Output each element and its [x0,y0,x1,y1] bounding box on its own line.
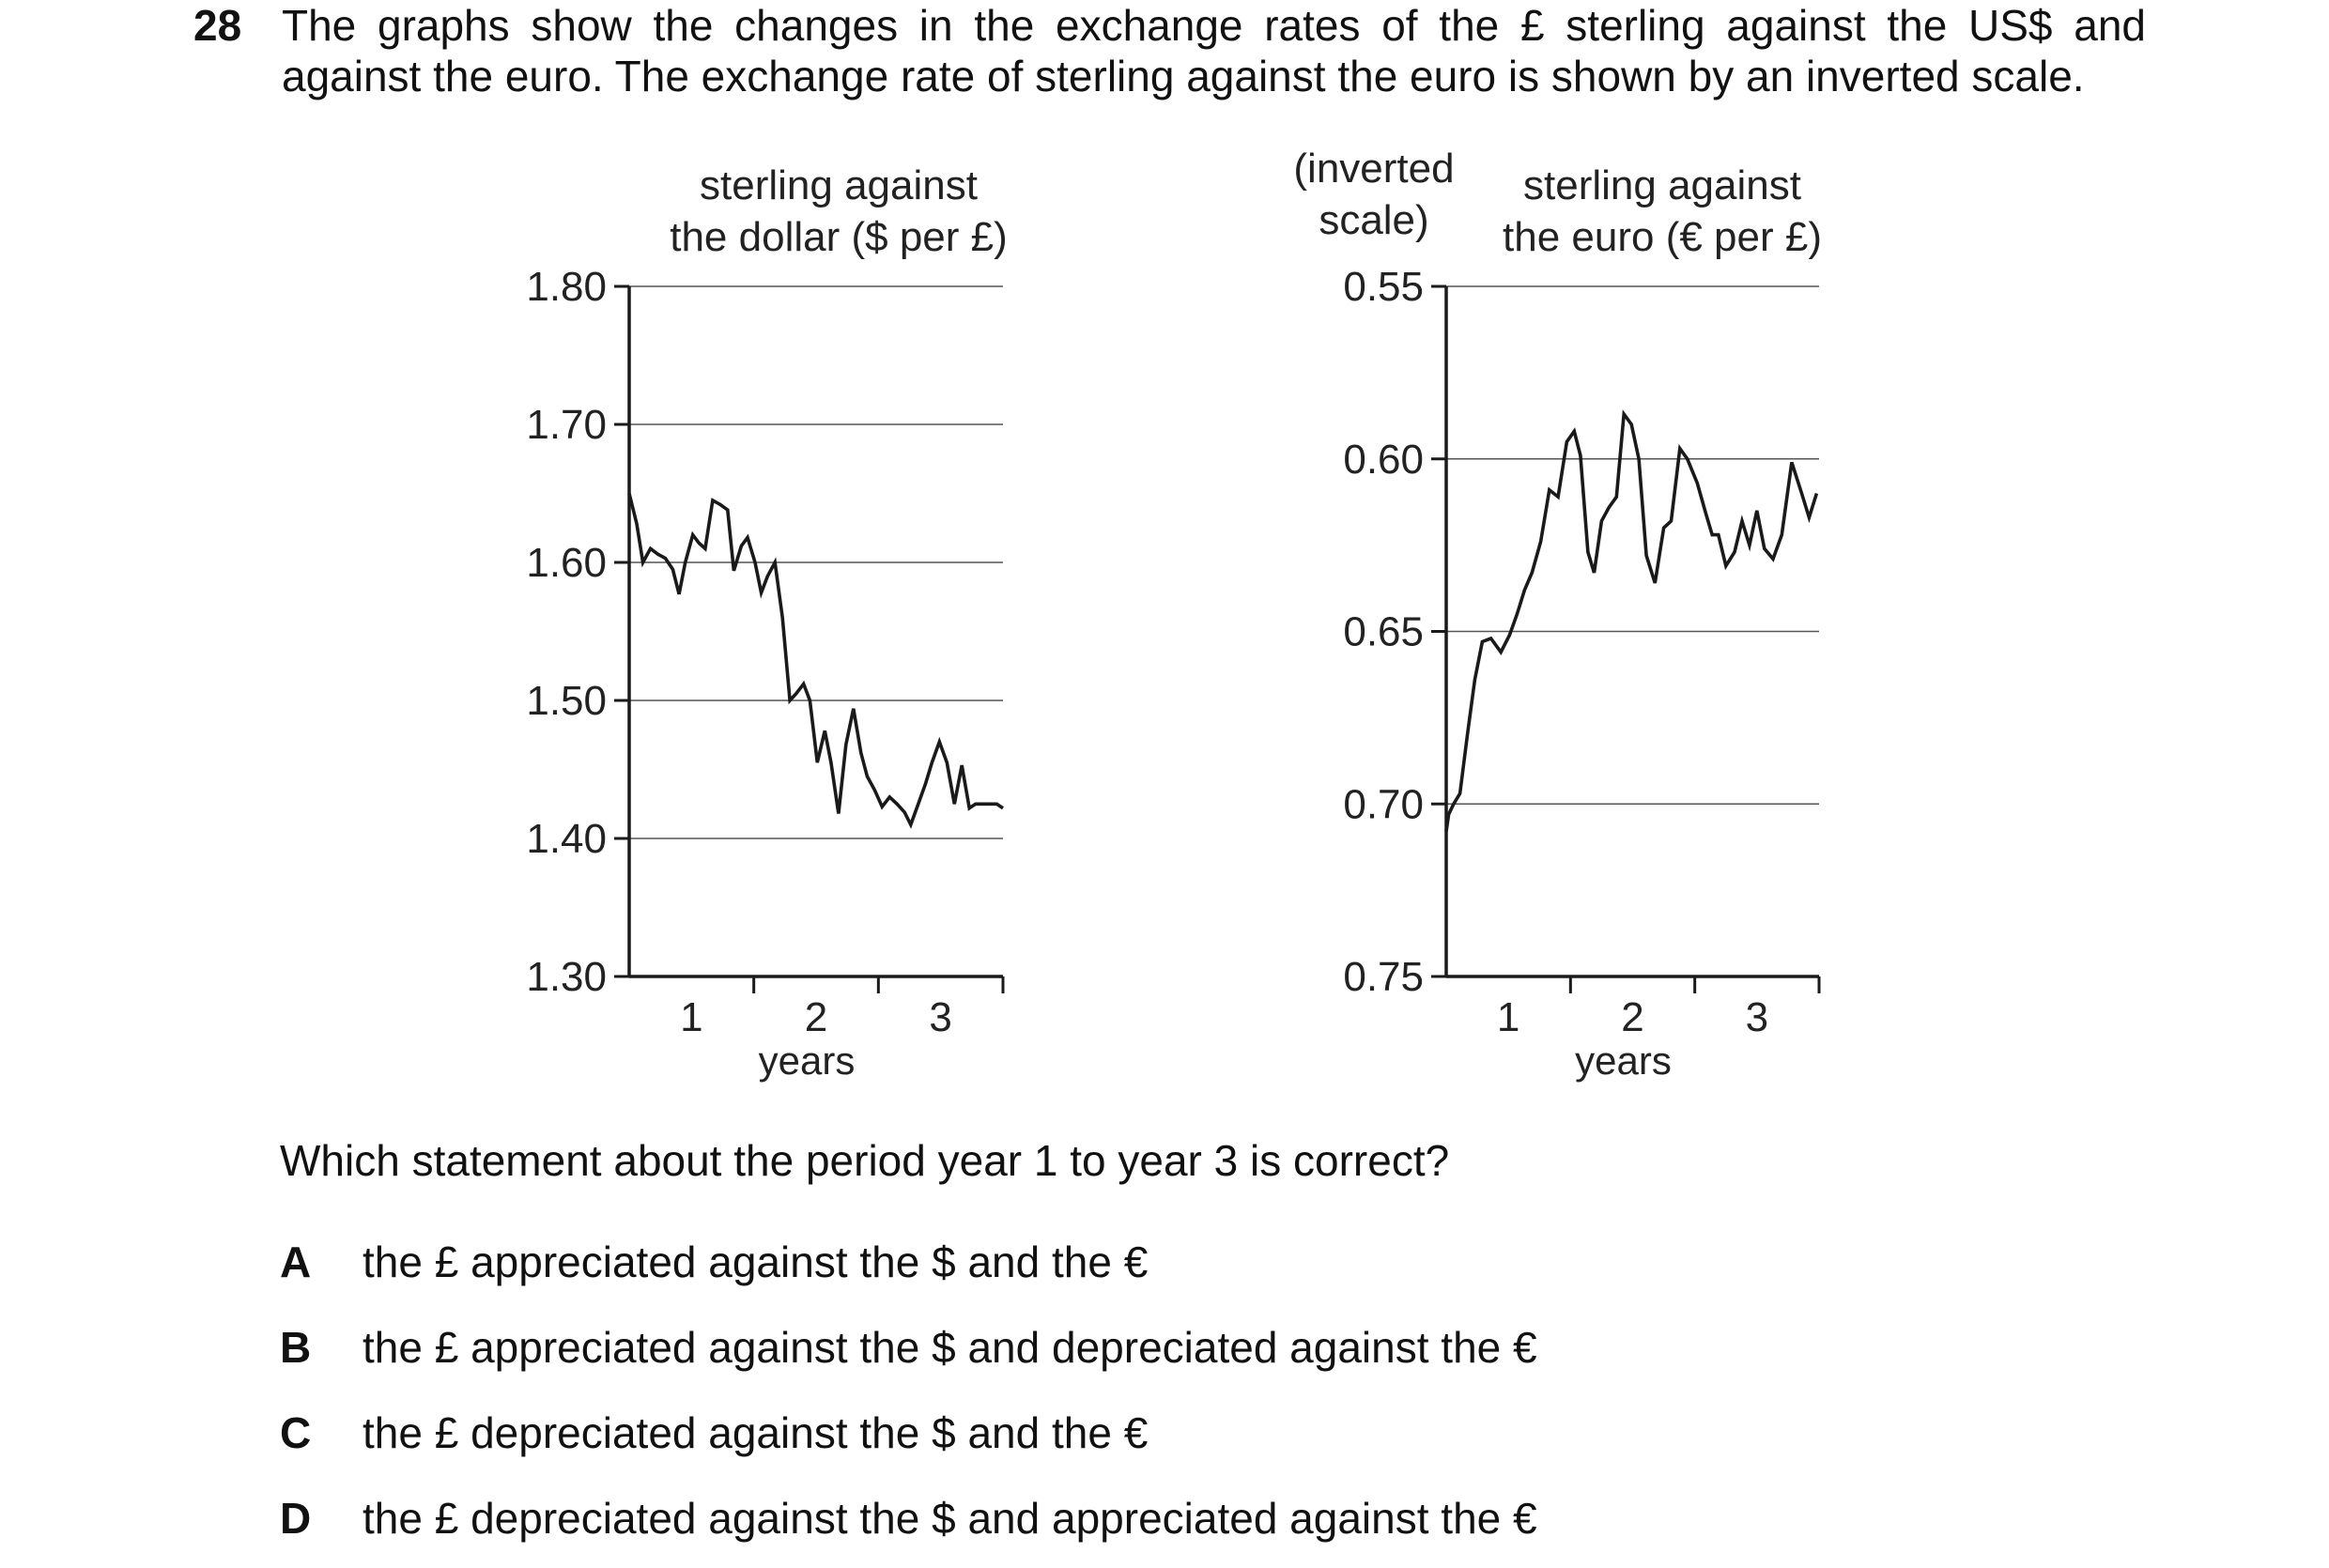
option-c [280,1407,1148,1459]
chart-title-line: sterling against [700,162,978,208]
y-tick-label: 0.75 [1343,954,1424,1000]
chart-title-line: the euro (€ per £) [1503,214,1822,260]
option-b-text: the £ appreciated against the $ and depreciated against the € [362,1323,1537,1372]
option-d-letter: D [280,1494,312,1543]
x-tick-label: 3 [1745,994,1769,1040]
option-a-text: the £ appreciated against the $ and the € [362,1237,1149,1286]
scale-note-line: scale) [1319,197,1429,243]
x-tick-label: 1 [1496,994,1520,1040]
question-number: 28 [193,1,242,50]
x-axis-label: years [758,1038,856,1083]
chart-title-line: sterling against [1523,162,1801,208]
scale-note-line: (inverted [1293,146,1455,192]
y-tick-label: 0.60 [1343,436,1424,483]
option-d [280,1492,1537,1545]
x-tick-label: 3 [929,994,952,1040]
y-tick-label: 0.70 [1343,781,1424,828]
option-c-text: the £ depreciated against the $ and the € [362,1408,1149,1457]
option-a [280,1236,1148,1288]
y-tick-label: 0.55 [1343,264,1424,310]
y-tick-label: 1.50 [526,678,607,724]
option-b [280,1321,1537,1374]
y-tick-label: 1.80 [526,264,607,310]
x-tick-label: 1 [680,994,703,1040]
question-text-line-2: against the euro. The exchange rate of sterling against the euro is shown by an inverted scale. [282,52,2085,100]
series-line [629,494,1003,825]
question-stem: Which statement about the period year 1 to year 3 is correct? [280,1136,1450,1185]
y-tick-label: 1.70 [526,402,607,448]
option-b-letter: B [280,1323,312,1372]
question-text-line-1: The graphs show the changes in the exchange rates of the £ sterling against the US$ and [282,1,2146,50]
option-d-text: the £ depreciated against the $ and appreciated against the € [362,1494,1537,1543]
option-c-letter: C [280,1408,312,1457]
y-tick-label: 1.30 [526,954,607,1000]
option-a-letter: A [280,1237,312,1286]
y-tick-label: 1.60 [526,540,607,586]
x-tick-label: 2 [804,994,828,1040]
x-axis-label: years [1575,1038,1672,1083]
x-tick-label: 2 [1621,994,1644,1040]
chart-title-line: the dollar ($ per £) [670,214,1008,260]
y-tick-label: 1.40 [526,816,607,862]
y-tick-label: 0.65 [1343,608,1424,655]
